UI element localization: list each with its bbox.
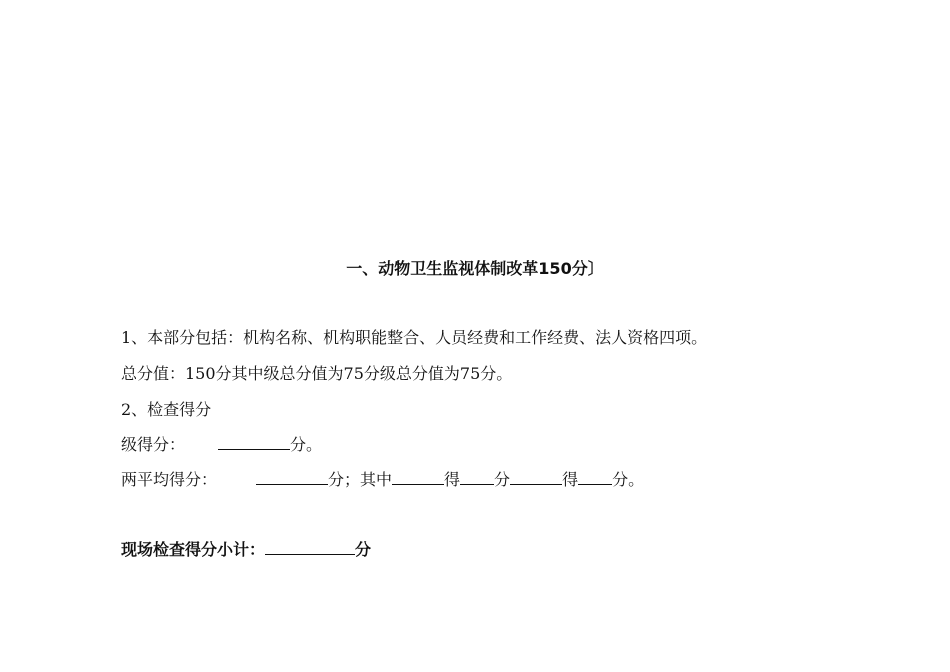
subtotal-suffix: 分 [355, 540, 372, 559]
sub-score-blank-2[interactable] [460, 470, 494, 485]
sub-score-blank-4[interactable] [578, 470, 612, 485]
level-score-line [121, 432, 322, 455]
scope-description: 1、本部分包括：机构名称、机构职能整合、人员经费和工作经费、法人资格四项。 [121, 328, 708, 347]
subtotal-label: 现场检查得分小计： [121, 540, 266, 559]
average-score-text-3: 分 [494, 470, 511, 489]
section-title: 一、动物卫生监视体制改革150分〕 [346, 259, 604, 278]
average-score-text-5: 分。 [612, 470, 645, 489]
level-score-suffix: 分。 [290, 435, 323, 454]
subtotal-line [121, 537, 371, 560]
total-score-description: 总分值：150分其中级总分值为75分级总分值为75分。 [121, 364, 513, 383]
check-score-heading: 2、检查得分 [121, 400, 212, 419]
level-score-blank[interactable] [218, 435, 290, 450]
average-score-label: 两平均得分： [121, 470, 218, 489]
sub-score-blank-3[interactable] [510, 470, 562, 485]
average-score-text-4: 得 [562, 470, 579, 489]
average-score-text-2: 得 [444, 470, 461, 489]
average-score-line [121, 467, 644, 490]
sub-score-blank-1[interactable] [392, 470, 444, 485]
level-score-label: 级得分： [121, 435, 186, 454]
subtotal-blank[interactable] [265, 540, 355, 555]
average-score-blank[interactable] [256, 470, 328, 485]
average-score-text-1: 分；其中 [328, 470, 393, 489]
